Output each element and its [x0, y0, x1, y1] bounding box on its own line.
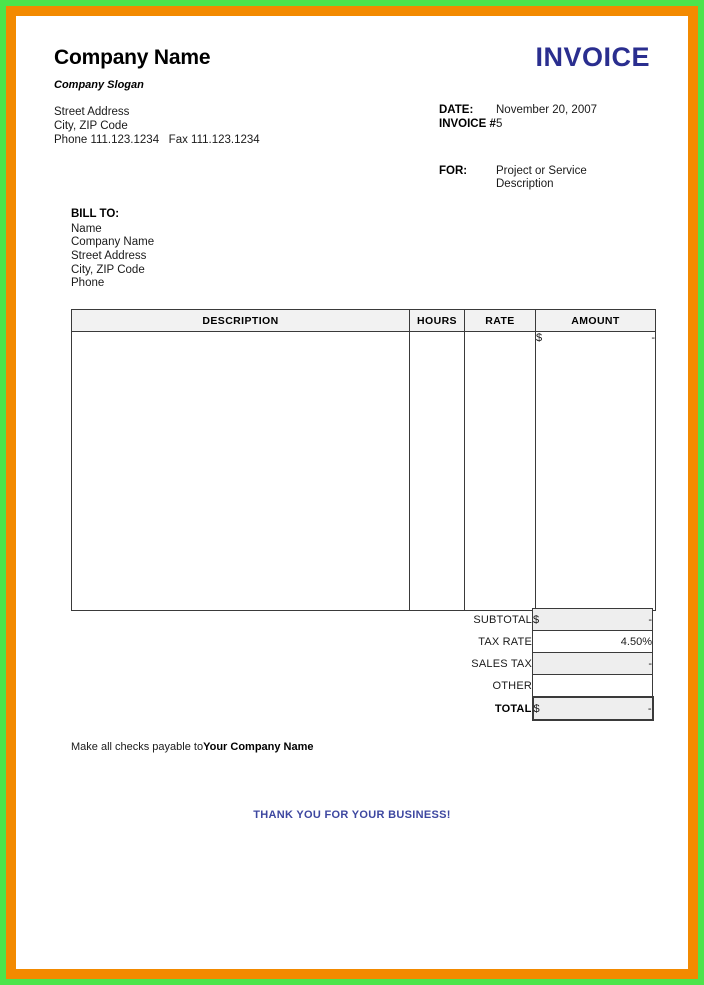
totals-label-other: OTHER [492, 679, 532, 692]
column-header-amount: AMOUNT [536, 310, 656, 332]
payable-note [71, 741, 314, 753]
bill-to-line: Name [71, 222, 102, 235]
bill-to-line: City, ZIP Code [71, 263, 145, 276]
decorative-inner-frame [6, 6, 698, 979]
bill-to-line: Company Name [71, 236, 155, 249]
totals-table [71, 608, 654, 721]
column-header-hours: HOURS [410, 310, 465, 332]
table-row [72, 332, 656, 611]
totals-row-sales-tax [71, 653, 653, 675]
totals-value-subtotal[interactable] [533, 609, 653, 631]
cell-hours[interactable] [410, 332, 465, 611]
totals-currency-total: $ [533, 702, 540, 715]
payable-note-prefix: Make all checks payable to [71, 741, 204, 753]
totals-value-other[interactable] [533, 675, 653, 698]
bill-to-line: Street Address [71, 250, 147, 263]
invoice-for-value-line1: Project or Service [496, 165, 587, 177]
company-street-address: Street Address [54, 106, 130, 118]
totals-amount-sales-tax: - [648, 657, 652, 670]
totals-amount-total: - [647, 702, 652, 715]
totals-label-total: TOTAL [494, 702, 532, 715]
company-name: Company Name [54, 46, 211, 69]
invoice-for-value-line2: Description [496, 178, 554, 191]
thank-you-message: THANK YOU FOR YOUR BUSINESS! [253, 809, 451, 821]
totals-row-tax-rate [71, 631, 653, 653]
totals-currency-subtotal: $ [533, 613, 540, 626]
line-items-table-wrapper [71, 309, 655, 611]
cell-amount-value: - [651, 332, 655, 344]
invoice-meta-block [439, 103, 597, 131]
cell-amount-currency: $ [536, 332, 543, 344]
invoice-date-label: DATE: [439, 104, 474, 116]
totals-amount-subtotal: - [648, 613, 652, 626]
invoice-number-row [439, 117, 597, 131]
column-header-description: DESCRIPTION [72, 310, 410, 332]
invoice-number-value: 5 [496, 118, 503, 131]
totals-value-tax-rate[interactable] [533, 631, 653, 653]
invoice-number-label: INVOICE # [439, 118, 496, 131]
company-city-zip: City, ZIP Code [54, 120, 128, 133]
table-header-row [72, 310, 656, 332]
totals-label-tax-rate: TAX RATE [478, 635, 532, 648]
totals-section [71, 608, 651, 721]
cell-amount[interactable] [536, 332, 656, 611]
bill-to-title: BILL TO: [71, 208, 120, 220]
totals-row-subtotal [71, 609, 653, 631]
invoice-for-block [439, 164, 587, 190]
bill-to-block [71, 208, 154, 291]
totals-label-subtotal: SUBTOTAL [473, 613, 532, 626]
company-slogan: Company Slogan [54, 79, 144, 91]
invoice-date-row [439, 103, 597, 117]
column-header-rate: RATE [465, 310, 536, 332]
totals-row-other [71, 675, 653, 698]
totals-value-sales-tax[interactable] [533, 653, 653, 675]
totals-row-total [71, 697, 653, 720]
line-items-table [71, 309, 656, 611]
totals-label-sales-tax: SALES TAX [471, 657, 532, 670]
invoice-sheet [16, 16, 688, 969]
totals-amount-tax-rate: 4.50% [620, 635, 652, 648]
cell-description[interactable] [72, 332, 410, 611]
company-phone-fax: Phone 111.123.1234 Fax 111.123.1234 [54, 134, 260, 147]
payable-note-company: Your Company Name [203, 741, 314, 753]
invoice-title: INVOICE [535, 42, 650, 72]
bill-to-line: Phone [71, 277, 105, 290]
totals-value-total[interactable] [533, 697, 653, 720]
cell-rate[interactable] [465, 332, 536, 611]
invoice-for-row [439, 164, 587, 178]
invoice-for-label: FOR: [439, 165, 468, 177]
invoice-date-value: November 20, 2007 [496, 104, 598, 116]
invoice-header [16, 16, 688, 206]
